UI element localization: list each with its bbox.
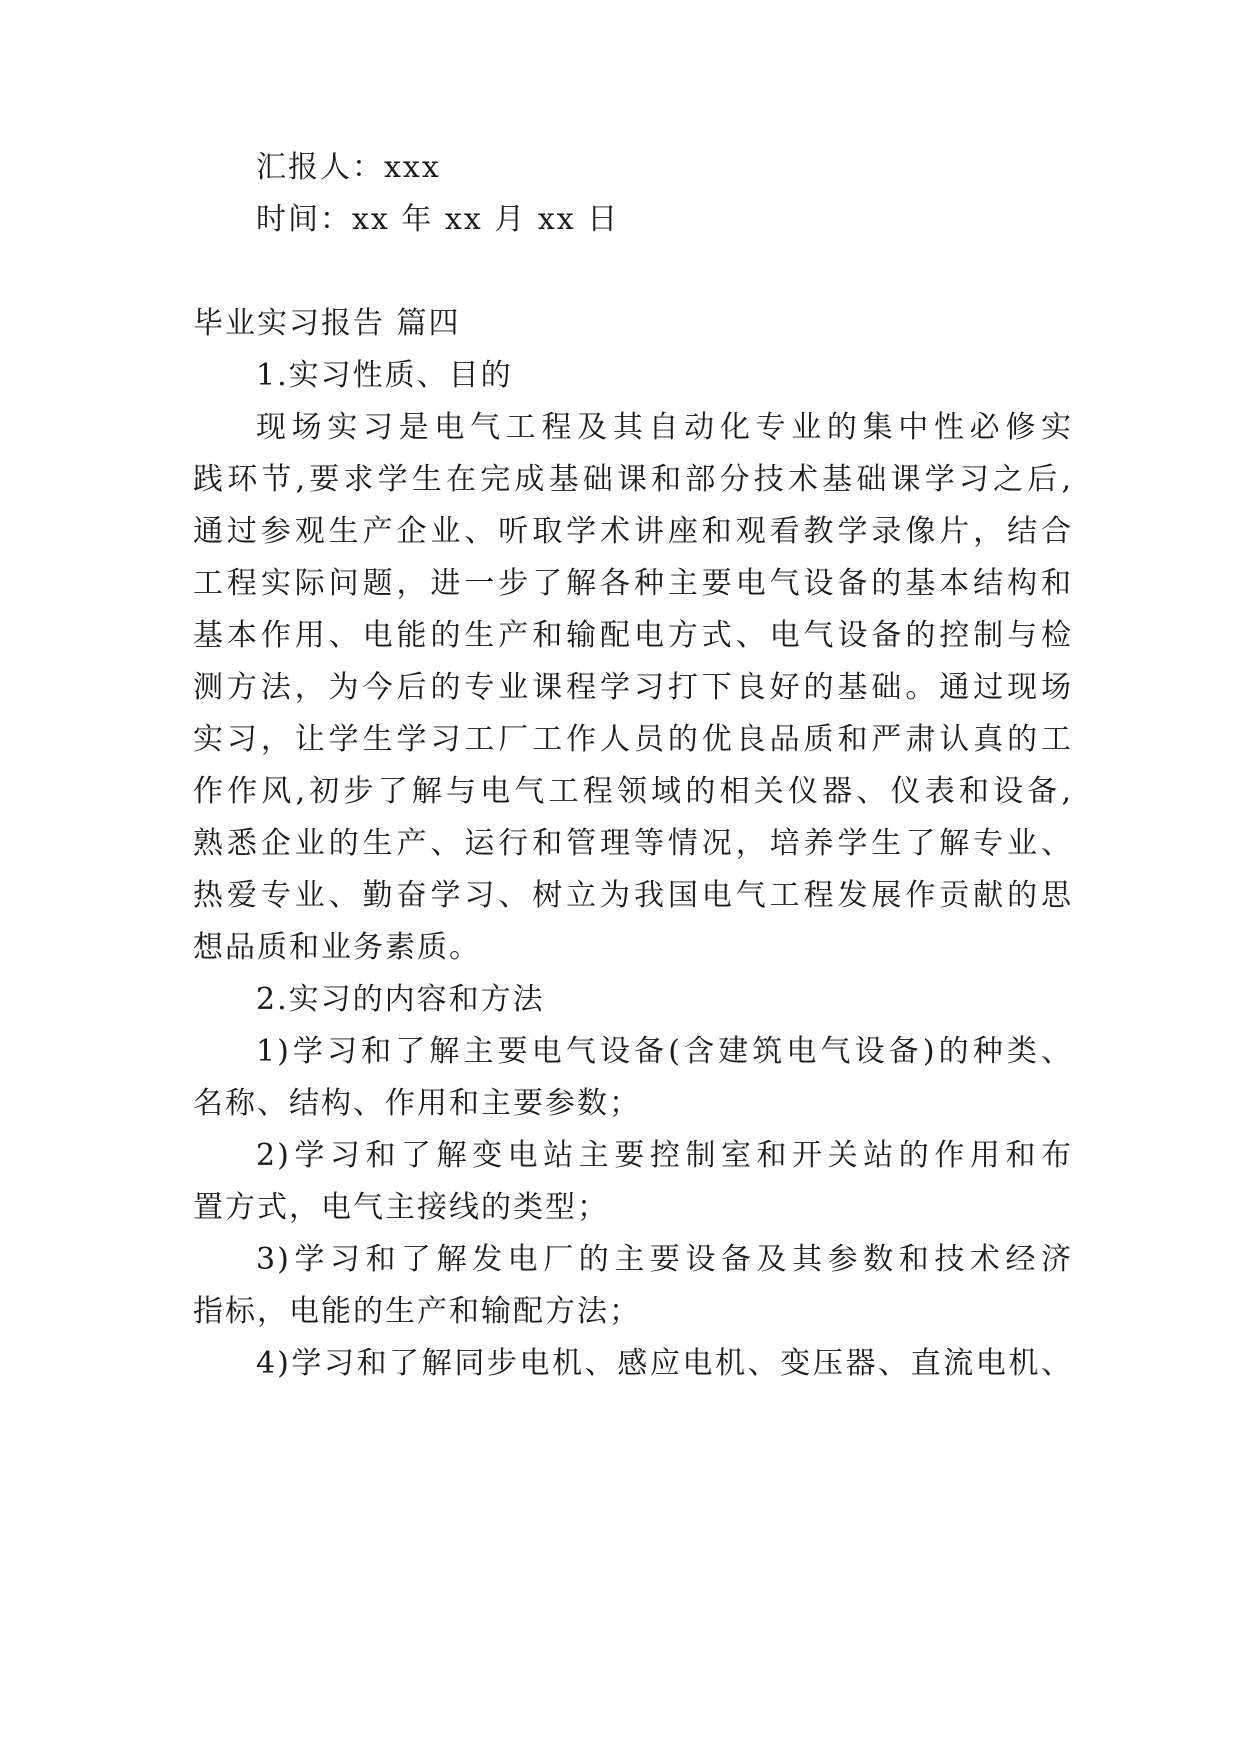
paragraph-line: 热爱专业、勤奋学习、树立为我国电气工程发展作贡献的思 [193,878,1073,913]
time-line: 时间：xx 年 xx 月 xx 日 [256,202,620,237]
list-item-line: 置方式，电气主接线的类型； [193,1190,609,1225]
list-item-line: 4)学习和了解同步电机、感应电机、变压器、直流电机、 [256,1346,1073,1381]
paragraph-line: 想品质和业务素质。 [193,930,481,965]
list-item-line: 2)学习和了解变电站主要控制室和开关站的作用和布 [256,1138,1073,1173]
section-title: 毕业实习报告 篇四 [193,306,461,341]
paragraph-line: 践环节,要求学生在完成基础课和部分技术基础课学习之后, [193,462,1073,497]
heading-content-methods: 2.实习的内容和方法 [256,982,545,1017]
paragraph-line: 基本作用、电能的生产和输配电方式、电气设备的控制与检 [193,618,1073,653]
paragraph-line: 实习，让学生学习工厂工作人员的优良品质和严肃认真的工 [193,722,1073,757]
list-item-line: 名称、结构、作用和主要参数； [193,1086,641,1121]
paragraph-line: 测方法，为今后的专业课程学习打下良好的基础。通过现场 [193,670,1073,705]
list-item-line: 3)学习和了解发电厂的主要设备及其参数和技术经济 [256,1242,1073,1277]
reporter-line: 汇报人：xxx [256,150,441,185]
paragraph-line: 熟悉企业的生产、运行和管理等情况，培养学生了解专业、 [193,826,1073,861]
paragraph-line: 现场实习是电气工程及其自动化专业的集中性必修实 [256,410,1073,445]
list-item-line: 指标，电能的生产和输配方法； [193,1294,641,1329]
paragraph-line: 作作风,初步了解与电气工程领域的相关仪器、仪表和设备, [193,774,1073,809]
paragraph-line: 工程实际问题，进一步了解各种主要电气设备的基本结构和 [193,566,1073,601]
list-item-line: 1)学习和了解主要电气设备(含建筑电气设备)的种类、 [256,1034,1073,1069]
heading-purpose: 1.实习性质、目的 [256,358,513,393]
paragraph-line: 通过参观生产企业、听取学术讲座和观看教学录像片，结合 [193,514,1073,549]
